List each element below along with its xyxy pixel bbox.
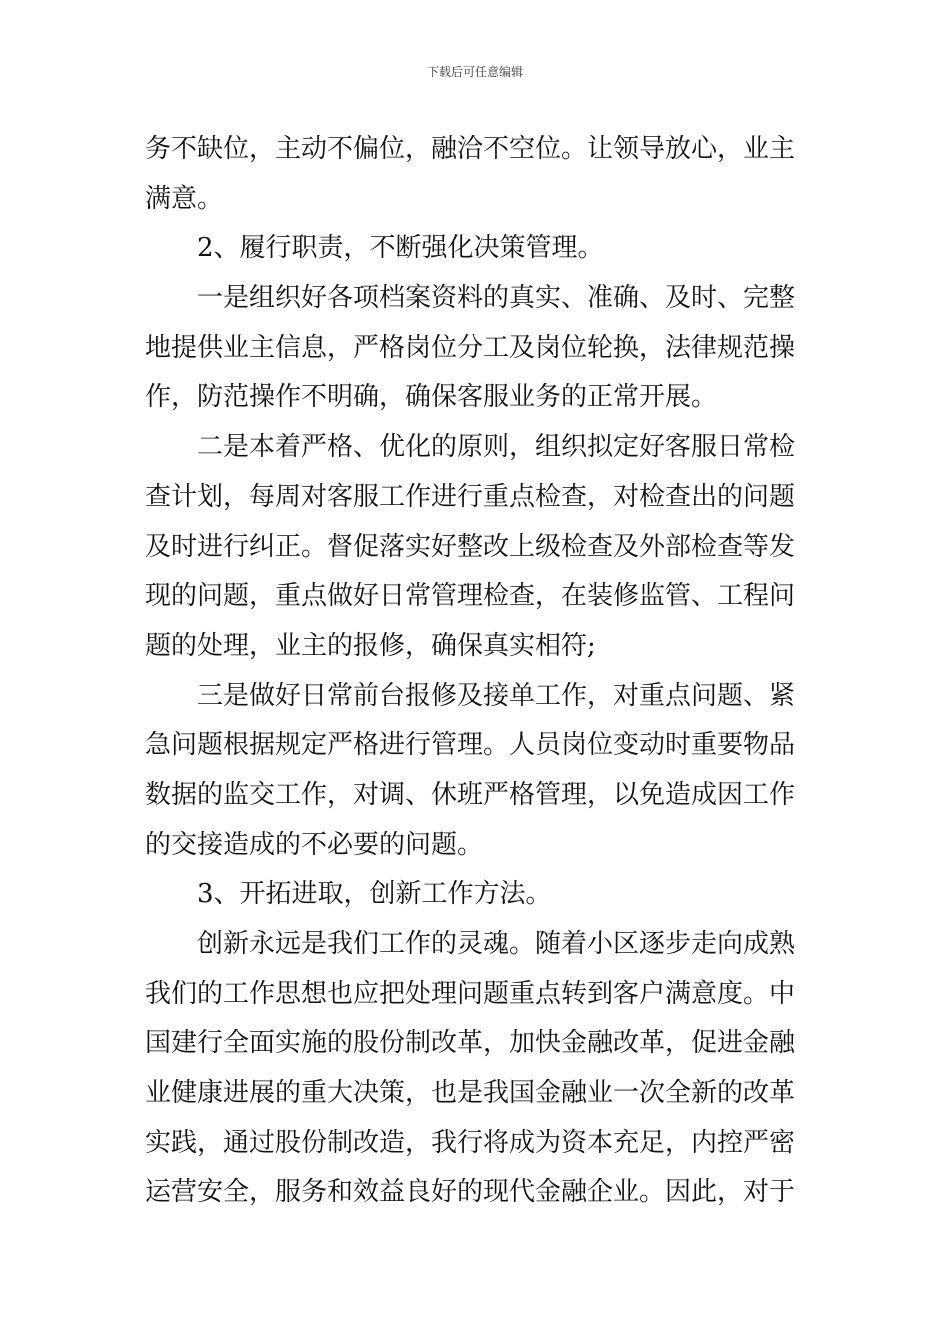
section-heading: 3、开拓进取，创新工作方法。 xyxy=(197,879,552,910)
text-line: 题的处理，业主的报修，确保真实相符; xyxy=(145,630,596,661)
text-line: 地提供业主信息，严格岗位分工及岗位轮换，法律规范操 xyxy=(145,332,796,363)
text-line: 满意。 xyxy=(145,183,224,214)
text-line: 急问题根据规定严格进行管理。人员岗位变动时重要物品 xyxy=(145,730,796,761)
text-line: 实践，通过股份制改造，我行将成为资本充足，内控严密 xyxy=(145,1127,796,1158)
text-line: 运营安全，服务和效益良好的现代金融企业。因此，对于 xyxy=(145,1177,796,1208)
text-line: 业健康进展的重大决策，也是我国金融业一次全新的改革 xyxy=(145,1078,796,1109)
text-line: 数据的监交工作，对调、休班严格管理，以免造成因工作 xyxy=(145,779,796,810)
text-line: 的交接造成的不必要的问题。 xyxy=(145,829,484,860)
paragraph-first-line: 二是本着严格、优化的原则，组织拟定好客服日常检 xyxy=(197,432,796,463)
text-line: 务不缺位，主动不偏位，融洽不空位。让领导放心，业主 xyxy=(145,134,796,164)
paragraph-first-line: 一是组织好各项档案资料的真实、准确、及时、完整 xyxy=(197,283,796,314)
text-line: 查计划，每周对客服工作进行重点检查，对检查出的问题 xyxy=(145,481,796,512)
text-line: 现的问题，重点做好日常管理检查，在装修监管、工程问 xyxy=(145,581,796,612)
section-heading: 2、履行职责，不断强化决策管理。 xyxy=(197,233,604,264)
page-header: 下载后可任意编辑 xyxy=(426,65,523,79)
text-line: 作，防范操作不明确，确保客服业务的正常开展。 xyxy=(145,382,718,413)
paragraph-first-line: 三是做好日常前台报修及接单工作，对重点问题、紧 xyxy=(197,680,796,711)
text-line: 国建行全面实施的股份制改革，加快金融改革，促进金融 xyxy=(145,1028,796,1059)
paragraph-first-line: 创新永远是我们工作的灵魂。随着小区逐步走向成熟 xyxy=(197,929,796,959)
text-line: 我们的工作思想也应把处理问题重点转到客户满意度。中 xyxy=(145,978,796,1009)
text-line: 及时进行纠正。督促落实好整改上级检查及外部检查等发 xyxy=(145,531,796,562)
document-body xyxy=(145,125,810,1218)
